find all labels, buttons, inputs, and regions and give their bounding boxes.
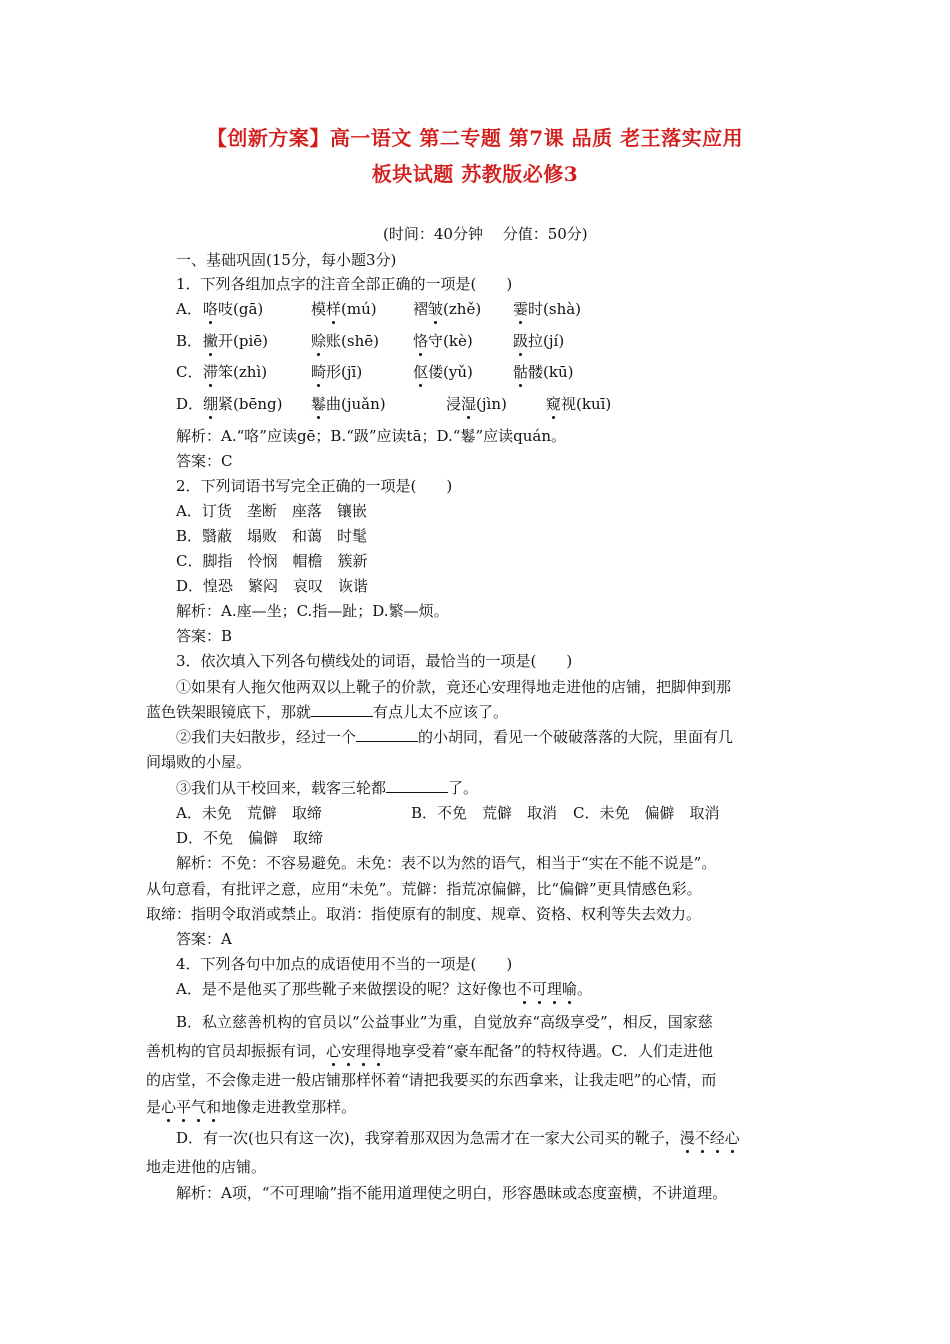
- dotted-char: 心: [724, 1129, 740, 1147]
- text: 地像走进教堂那样。: [221, 1098, 357, 1116]
- q1-word: [546, 393, 611, 414]
- text: (zhě): [443, 300, 482, 318]
- text: 守(kè): [428, 332, 473, 350]
- q1-word: [311, 330, 379, 351]
- q1-word: [311, 361, 362, 382]
- blank-1: [311, 702, 373, 717]
- q4-option-b-2: [146, 1041, 713, 1061]
- q3-analysis-3: 取缔：指明令取消或禁止。取消：指使原有的制度、规章、资格、权利等失去效力。: [146, 905, 702, 923]
- dotted-char: 得: [371, 1042, 387, 1060]
- dotted-char: 可: [531, 980, 547, 998]
- dotted-char: 不: [516, 980, 532, 998]
- text: 善机构的官员却振振有词，: [146, 1042, 327, 1060]
- q1-option-label: A．: [176, 300, 202, 318]
- dotted-char: 撇: [203, 332, 219, 350]
- q2-option-a: A．订货 垄断 座落 镶嵌: [176, 502, 367, 520]
- q4-option-d-2: 地走进他的店铺。: [146, 1158, 267, 1176]
- q3-sentence-2a: [176, 727, 733, 747]
- dotted-char: 趿: [513, 332, 529, 350]
- dotted-char: 皱: [428, 300, 444, 318]
- text: A．是不是他买了那些靴子来做摆设的呢？这好像也: [176, 980, 517, 998]
- text: 曲(juǎn): [326, 395, 386, 413]
- dotted-char: 理: [356, 1042, 372, 1060]
- q1-word: [203, 393, 282, 414]
- q3-option-b: B．不免 荒僻 取消: [411, 804, 558, 822]
- text: 笨(zhì): [218, 363, 268, 381]
- dotted-char: 不: [694, 1129, 710, 1147]
- exam-meta: (时间：40分钟 分值：50分): [383, 225, 588, 243]
- text: 形(jī): [326, 363, 363, 381]
- q4-option-a: [176, 979, 592, 999]
- text: 偻(yǔ): [428, 363, 473, 381]
- q1-word: [513, 298, 581, 319]
- text: D．有一次(也只有这一次)，我穿着那双因为急需才在一家大公司买的靴子，: [176, 1129, 680, 1147]
- dotted-char: 鬈: [311, 395, 327, 413]
- q1-word: [203, 330, 268, 351]
- q3-option-a: A．未免 荒僻 取缔: [176, 804, 322, 822]
- text: 地享受着“豪车配备”的特权待遇。C．人们走进他: [386, 1042, 713, 1060]
- text: 账(shē): [326, 332, 379, 350]
- text: 视(kuī): [561, 395, 612, 413]
- q2-stem: 2．下列词语书写完全正确的一项是( ): [176, 477, 453, 495]
- q2-option-b: B．翳蔽 塌败 和蔼 时髦: [176, 527, 368, 545]
- q1-option-label: C．: [176, 363, 203, 381]
- q1-option-label: B．: [176, 332, 203, 350]
- q1-word: [311, 393, 386, 414]
- q4-analysis: 解析：A项，“不可理喻”指不能用道理使之明白，形容愚昧或态度蛮横，不讲道理。: [176, 1184, 728, 1202]
- dotted-char: 畸: [311, 363, 327, 381]
- q3-sentence-2b: 间塌败的小屋。: [146, 753, 252, 771]
- q4-stem: 4．下列各句中加点的成语使用不当的一项是( ): [176, 955, 513, 973]
- dotted-idiom: [680, 1129, 740, 1147]
- q1-word: [413, 330, 473, 351]
- dotted-char: 窥: [546, 395, 562, 413]
- title-line-1: 【创新方案】高一语文 第二专题 第7课 品质 老王落实应用: [206, 126, 744, 150]
- q3-sentence-3: [176, 778, 478, 798]
- q3-option-d: D．不免 偏僻 取缔: [176, 829, 324, 847]
- q3-answer: 答案：A: [176, 930, 232, 948]
- text: 是: [146, 1098, 162, 1116]
- q2-answer: 答案：B: [176, 627, 233, 645]
- dotted-idiom: [517, 980, 577, 998]
- text: 吱(gā): [218, 300, 264, 318]
- dotted-char: 霎: [513, 300, 529, 318]
- q2-option-c: C．脚指 怜悯 帽檐 簇新: [176, 552, 368, 570]
- dotted-char: 安: [341, 1042, 357, 1060]
- text: 拉(jí): [528, 332, 565, 350]
- text: ③我们从干校回来，载客三轮都: [176, 779, 387, 797]
- q3-stem: 3．依次填入下列各句横线处的词语，最恰当的一项是( ): [176, 652, 573, 670]
- dotted-char: 气: [191, 1098, 207, 1116]
- dotted-char: 赊: [311, 332, 327, 350]
- title-line-2: 板块试题 苏教版必修3: [371, 162, 579, 186]
- text: 开(piē): [218, 332, 268, 350]
- section-heading: 一、基础巩固(15分，每小题3分): [176, 251, 397, 269]
- q1-word: [203, 298, 263, 319]
- q3-analysis-1: 解析：不免：不容易避免。未免：表不以为然的语气，相当于“实在不能不说是”。: [176, 854, 717, 872]
- text: 了。: [448, 779, 479, 797]
- q2-option-d: D．惶恐 繁闷 哀叹 诙谐: [176, 577, 369, 595]
- q1-word: [203, 361, 267, 382]
- q3-sentence-1b: [146, 702, 508, 722]
- q4-option-d-1: [176, 1128, 740, 1148]
- text: 模: [311, 300, 327, 318]
- dotted-char: 心: [326, 1042, 342, 1060]
- dotted-char: 经: [709, 1129, 725, 1147]
- q1-word: [446, 393, 507, 414]
- q1-analysis: 解析：A.“咯”应读gē；B.“趿”应读tā；D.“鬈”应读quán。: [176, 427, 566, 445]
- text: 蓝色铁架眼镜底下，那就: [146, 703, 312, 721]
- q1-word: [413, 298, 481, 319]
- dotted-idiom: [326, 1042, 386, 1060]
- dotted-char: 平: [176, 1098, 192, 1116]
- q1-word: [513, 361, 573, 382]
- text: (mú): [341, 300, 377, 318]
- q1-stem: 1．下列各组加点字的注音全部正确的一项是( ): [176, 275, 513, 293]
- text: 紧(bēng): [218, 395, 283, 413]
- text: 的小胡同，看见一个破破落落的大院，里面有几: [418, 728, 734, 746]
- text: 褶: [413, 300, 429, 318]
- dotted-char: 心: [161, 1098, 177, 1116]
- text: 。: [576, 980, 592, 998]
- q1-option-label: D．: [176, 395, 204, 413]
- dotted-char: 恪: [413, 332, 429, 350]
- dotted-char: 和: [206, 1098, 222, 1116]
- text: ②我们夫妇散步，经过一个: [176, 728, 357, 746]
- dotted-char: 漫: [679, 1129, 695, 1147]
- dotted-char: 咯: [203, 300, 219, 318]
- blank-2: [356, 727, 418, 742]
- blank-3: [386, 778, 448, 793]
- dotted-char: 湿: [461, 395, 477, 413]
- q3-analysis-2: 从句意看，有批评之意，应用“未免”。荒僻：指荒凉偏僻，比“偏僻”更具情感色彩。: [146, 880, 702, 898]
- q3-sentence-1a: ①如果有人拖欠他两双以上靴子的价款，竟还心安理得地走进他的店铺，把脚伸到那: [176, 678, 732, 696]
- q4-option-b-1: B．私立慈善机构的官员以“公益事业”为重，自觉放弃“高级享受”，相反，国家慈: [176, 1013, 713, 1031]
- dotted-char: 伛: [413, 363, 429, 381]
- dotted-char: 绷: [203, 395, 219, 413]
- q2-analysis: 解析：A.座—坐；C.指—趾；D.繁—烦。: [176, 602, 449, 620]
- dotted-char: 骷: [513, 363, 529, 381]
- text: (jìn): [476, 395, 507, 413]
- text: 髅(kū): [528, 363, 574, 381]
- text: 时(shà): [528, 300, 582, 318]
- q4-option-c-2: [146, 1097, 356, 1117]
- text: 浸: [446, 395, 462, 413]
- dotted-idiom: [161, 1098, 221, 1116]
- q1-word: [513, 330, 564, 351]
- q1-word: [311, 298, 377, 319]
- dotted-char: 滞: [203, 363, 219, 381]
- q1-word: [413, 361, 473, 382]
- q4-option-c-1: 的店堂，不会像走进一般店铺那样怀着“请把我要买的东西拿来，让我走吧”的心情，而: [146, 1071, 717, 1089]
- dotted-char: 喻: [561, 980, 577, 998]
- q3-option-c: C．未免 偏僻 取消: [573, 804, 720, 822]
- dotted-char: 样: [326, 300, 342, 318]
- q1-answer: 答案：C: [176, 452, 233, 470]
- text: 有点儿太不应该了。: [373, 703, 509, 721]
- dotted-char: 理: [546, 980, 562, 998]
